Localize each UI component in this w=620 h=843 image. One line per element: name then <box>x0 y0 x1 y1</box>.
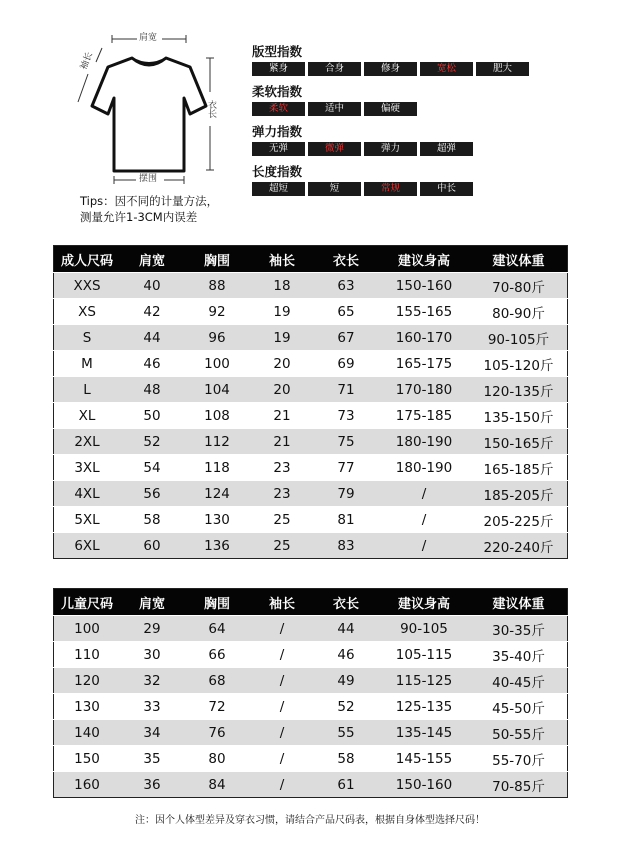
table-cell: 185-205斤 <box>470 481 568 507</box>
index-option: 肥大 <box>476 62 529 76</box>
table-cell: 84 <box>184 772 250 798</box>
table-cell: 2XL <box>54 429 121 455</box>
table-cell: 46 <box>314 642 378 668</box>
table-cell: 67 <box>314 325 378 351</box>
table-cell: 40-45斤 <box>470 668 568 694</box>
table-cell: 150-160 <box>378 772 470 798</box>
length-label: 衣长 <box>206 100 216 118</box>
table-cell: 69 <box>314 351 378 377</box>
table-row <box>54 299 568 325</box>
table-cell: 36 <box>120 772 184 798</box>
table-cell: 54 <box>120 455 184 481</box>
table-cell: 3XL <box>54 455 121 481</box>
table-row <box>54 481 568 507</box>
table-cell: 79 <box>314 481 378 507</box>
table-cell: 105-115 <box>378 642 470 668</box>
table-cell: 108 <box>184 403 250 429</box>
table-cell: 180-190 <box>378 429 470 455</box>
table-cell: 44 <box>314 616 378 642</box>
hem-label: 摆围 <box>139 174 158 184</box>
table-cell: 68 <box>184 668 250 694</box>
table-row <box>54 377 568 403</box>
index-options <box>252 62 552 76</box>
size-note: 注：因个人体型差异及穿衣习惯，请结合产品尺码表，根据自身体型选择尺码！ <box>135 815 485 826</box>
table-row <box>54 694 568 720</box>
table-cell: 23 <box>250 481 314 507</box>
column-header: 衣长 <box>314 246 378 273</box>
table-row <box>54 455 568 481</box>
table-cell: 100 <box>54 616 121 642</box>
table-cell: 56 <box>120 481 184 507</box>
table-cell: M <box>54 351 121 377</box>
table-cell: 120 <box>54 668 121 694</box>
column-header: 肩宽 <box>120 589 184 616</box>
index-options <box>252 182 552 196</box>
index-title: 长度指数 <box>252 164 303 179</box>
table-cell: / <box>378 533 470 559</box>
table-cell: 112 <box>184 429 250 455</box>
table-cell: 160-170 <box>378 325 470 351</box>
table-cell: 100 <box>184 351 250 377</box>
table-row <box>54 746 568 772</box>
table-cell: 48 <box>120 377 184 403</box>
table-cell: 96 <box>184 325 250 351</box>
table-row <box>54 507 568 533</box>
column-header: 建议体重 <box>470 246 568 273</box>
table-cell: / <box>378 481 470 507</box>
table-cell: 88 <box>184 273 250 299</box>
table-cell: 135-150斤 <box>470 403 568 429</box>
shoulder-label: 肩宽 <box>139 33 158 43</box>
table-row <box>54 533 568 559</box>
table-cell: 21 <box>250 403 314 429</box>
table-cell: 120-135斤 <box>470 377 568 403</box>
table-row <box>54 668 568 694</box>
table-cell: 135-145 <box>378 720 470 746</box>
table-cell: 76 <box>184 720 250 746</box>
table-row <box>54 772 568 798</box>
column-header: 儿童尺码 <box>54 589 121 616</box>
table-cell: 220-240斤 <box>470 533 568 559</box>
child-table-header <box>54 589 568 616</box>
column-header: 胸围 <box>184 246 250 273</box>
table-cell: 4XL <box>54 481 121 507</box>
index-option: 合身 <box>308 62 361 76</box>
index-option: 修身 <box>364 62 417 76</box>
table-cell: 155-165 <box>378 299 470 325</box>
table-cell: 90-105斤 <box>470 325 568 351</box>
table-cell: 150 <box>54 746 121 772</box>
column-header: 建议身高 <box>378 589 470 616</box>
table-cell: 35 <box>120 746 184 772</box>
table-cell: 19 <box>250 299 314 325</box>
table-cell: 30 <box>120 642 184 668</box>
table-cell: L <box>54 377 121 403</box>
child-size-table <box>53 588 568 798</box>
table-cell: 140 <box>54 720 121 746</box>
index-options <box>252 102 552 116</box>
column-header: 建议身高 <box>378 246 470 273</box>
table-cell: 6XL <box>54 533 121 559</box>
table-row <box>54 325 568 351</box>
table-cell: 61 <box>314 772 378 798</box>
table-cell: / <box>250 746 314 772</box>
table-cell: 104 <box>184 377 250 403</box>
table-cell: 125-135 <box>378 694 470 720</box>
index-title: 弹力指数 <box>252 124 303 139</box>
table-cell: 77 <box>314 455 378 481</box>
tips-text <box>80 193 218 225</box>
index-option: 中长 <box>420 182 473 196</box>
column-header: 胸围 <box>184 589 250 616</box>
table-cell: 52 <box>120 429 184 455</box>
table-cell: 145-155 <box>378 746 470 772</box>
table-row <box>54 616 568 642</box>
table-cell: 25 <box>250 533 314 559</box>
column-header: 袖长 <box>250 589 314 616</box>
table-row <box>54 273 568 299</box>
table-cell: 5XL <box>54 507 121 533</box>
index-option: 超短 <box>252 182 305 196</box>
table-cell: 80-90斤 <box>470 299 568 325</box>
fabric-indices <box>252 44 552 204</box>
table-cell: 72 <box>184 694 250 720</box>
table-cell: 25 <box>250 507 314 533</box>
index-title: 版型指数 <box>252 44 303 59</box>
table-cell: 150-160 <box>378 273 470 299</box>
table-cell: 170-180 <box>378 377 470 403</box>
table-cell: 180-190 <box>378 455 470 481</box>
table-cell: 21 <box>250 429 314 455</box>
table-cell: 18 <box>250 273 314 299</box>
table-cell: 45-50斤 <box>470 694 568 720</box>
tips-line-1: Tips：因不同的计量方法， <box>80 194 219 208</box>
table-cell: 55-70斤 <box>470 746 568 772</box>
table-cell: 66 <box>184 642 250 668</box>
table-cell: 118 <box>184 455 250 481</box>
index-option: 偏硬 <box>364 102 417 116</box>
table-cell: 63 <box>314 273 378 299</box>
table-cell: 175-185 <box>378 403 470 429</box>
table-row <box>54 720 568 746</box>
table-cell: 80 <box>184 746 250 772</box>
table-cell: 150-165斤 <box>470 429 568 455</box>
index-options <box>252 142 552 156</box>
table-cell: 92 <box>184 299 250 325</box>
table-cell: 70-85斤 <box>470 772 568 798</box>
table-cell: 165-175 <box>378 351 470 377</box>
index-option: 短 <box>308 182 361 196</box>
index-option-selected: 微弹 <box>308 142 361 156</box>
table-row <box>54 403 568 429</box>
table-cell: 49 <box>314 668 378 694</box>
table-cell: 165-185斤 <box>470 455 568 481</box>
table-cell: 205-225斤 <box>470 507 568 533</box>
table-cell: 81 <box>314 507 378 533</box>
table-cell: 52 <box>314 694 378 720</box>
table-cell: 40 <box>120 273 184 299</box>
table-cell: 124 <box>184 481 250 507</box>
table-cell: / <box>250 668 314 694</box>
table-cell: 70-80斤 <box>470 273 568 299</box>
adult-table-header <box>54 246 568 273</box>
table-cell: XL <box>54 403 121 429</box>
column-header: 肩宽 <box>120 246 184 273</box>
index-option-selected: 常规 <box>364 182 417 196</box>
table-cell: / <box>250 694 314 720</box>
table-cell: 35-40斤 <box>470 642 568 668</box>
table-cell: 46 <box>120 351 184 377</box>
index-title: 柔软指数 <box>252 84 303 99</box>
table-cell: 130 <box>184 507 250 533</box>
table-cell: 42 <box>120 299 184 325</box>
table-cell: 58 <box>314 746 378 772</box>
table-cell: 20 <box>250 377 314 403</box>
table-row <box>54 429 568 455</box>
table-cell: 160 <box>54 772 121 798</box>
tshirt-diagram <box>66 28 236 198</box>
index-option: 适中 <box>308 102 361 116</box>
table-cell: 130 <box>54 694 121 720</box>
column-header: 建议体重 <box>470 589 568 616</box>
table-cell: S <box>54 325 121 351</box>
column-header: 衣长 <box>314 589 378 616</box>
table-cell: 19 <box>250 325 314 351</box>
column-header: 袖长 <box>250 246 314 273</box>
table-cell: 30-35斤 <box>470 616 568 642</box>
index-option-selected: 宽松 <box>420 62 473 76</box>
table-cell: 58 <box>120 507 184 533</box>
table-cell: / <box>250 720 314 746</box>
index-option: 无弹 <box>252 142 305 156</box>
table-cell: 65 <box>314 299 378 325</box>
table-cell: XXS <box>54 273 121 299</box>
adult-size-table <box>53 245 568 559</box>
index-option: 超弹 <box>420 142 473 156</box>
table-cell: 50 <box>120 403 184 429</box>
table-row <box>54 351 568 377</box>
table-cell: 55 <box>314 720 378 746</box>
column-header: 成人尺码 <box>54 246 121 273</box>
table-cell: 136 <box>184 533 250 559</box>
table-cell: 23 <box>250 455 314 481</box>
table-cell: 105-120斤 <box>470 351 568 377</box>
table-row <box>54 642 568 668</box>
index-option-selected: 柔软 <box>252 102 305 116</box>
index-option: 弹力 <box>364 142 417 156</box>
index-option: 紧身 <box>252 62 305 76</box>
table-cell: 110 <box>54 642 121 668</box>
table-cell: 73 <box>314 403 378 429</box>
sleeve-label: 袖长 <box>79 50 96 72</box>
table-cell: 34 <box>120 720 184 746</box>
table-cell: 32 <box>120 668 184 694</box>
table-cell: 64 <box>184 616 250 642</box>
table-cell: 75 <box>314 429 378 455</box>
table-cell: / <box>250 642 314 668</box>
table-cell: 83 <box>314 533 378 559</box>
table-cell: 44 <box>120 325 184 351</box>
table-cell: 20 <box>250 351 314 377</box>
table-cell: / <box>250 772 314 798</box>
table-cell: / <box>250 616 314 642</box>
table-cell: 33 <box>120 694 184 720</box>
table-cell: 29 <box>120 616 184 642</box>
table-cell: XS <box>54 299 121 325</box>
table-cell: 60 <box>120 533 184 559</box>
table-cell: 71 <box>314 377 378 403</box>
tips-line-2: 测量允许1-3CM内误差 <box>80 210 198 224</box>
table-cell: 50-55斤 <box>470 720 568 746</box>
table-cell: 90-105 <box>378 616 470 642</box>
table-cell: / <box>378 507 470 533</box>
table-cell: 115-125 <box>378 668 470 694</box>
